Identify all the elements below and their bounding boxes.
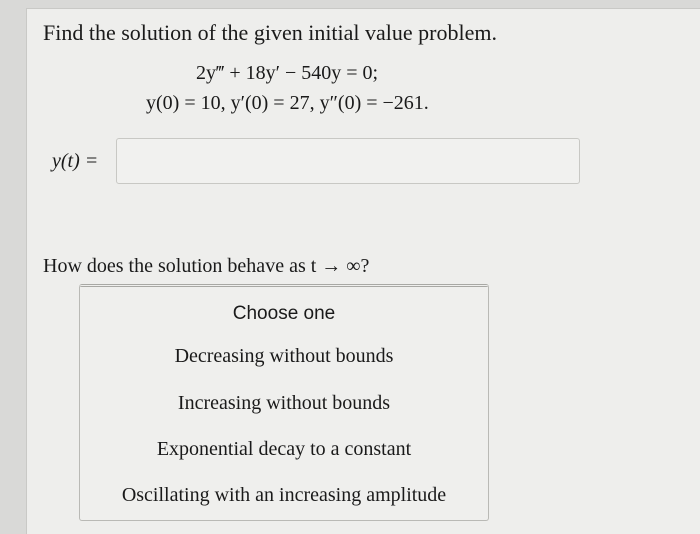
dropdown-option[interactable]: Oscillating with an increasing amplitude — [121, 484, 447, 506]
answer-label: y(t) = — [52, 150, 99, 172]
dropdown-option[interactable]: Exponential decay to a constant — [156, 438, 412, 460]
dropdown-option[interactable]: Increasing without bounds — [177, 392, 391, 414]
differential-equation: 2y‴ + 18y′ − 540y = 0; — [196, 62, 379, 84]
dropdown-header: Choose one — [232, 303, 336, 324]
behavior-dropdown[interactable] — [79, 284, 489, 521]
behavior-question: How does the solution behave as t → ∞? — [43, 255, 370, 277]
dropdown-option[interactable]: Decreasing without bounds — [174, 345, 394, 367]
initial-conditions: y(0) = 10, y′(0) = 27, y″(0) = −261. — [146, 92, 429, 114]
answer-input[interactable] — [116, 138, 580, 184]
question-prompt: Find the solution of the given initial value problem. — [43, 20, 497, 45]
